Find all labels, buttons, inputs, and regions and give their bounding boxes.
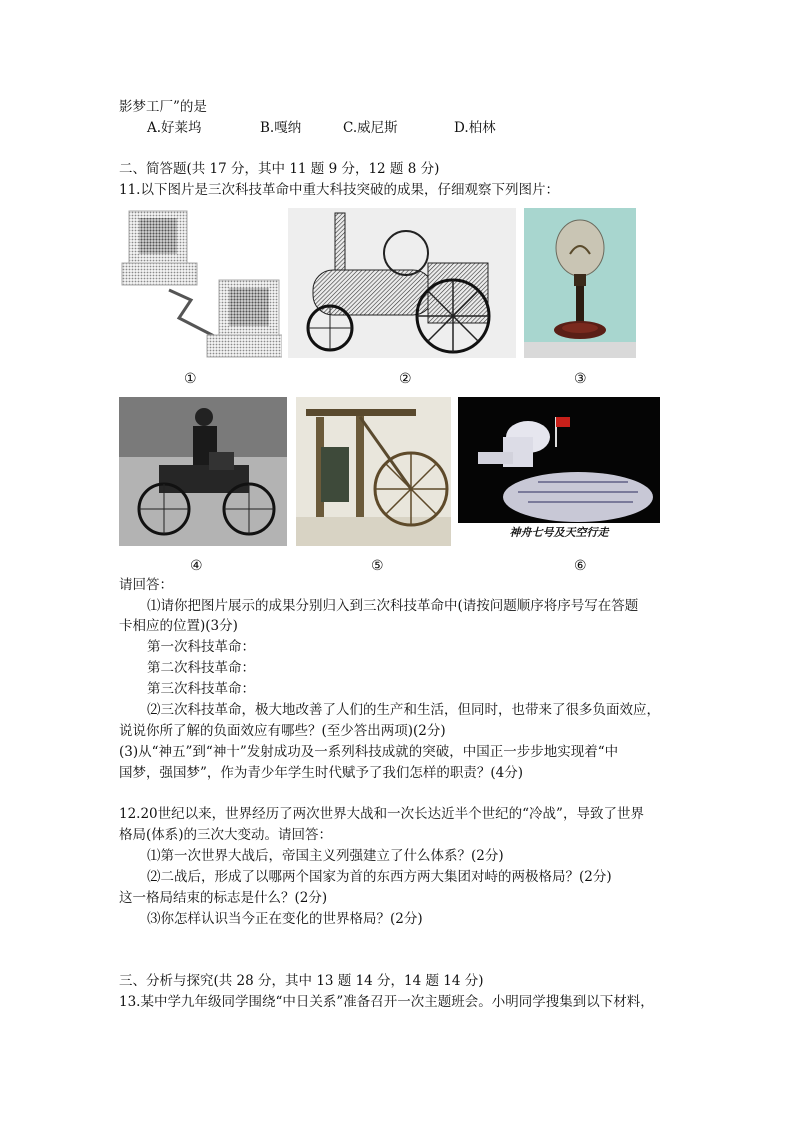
image-steam-engine (288, 208, 516, 358)
section3-heading: 三、分析与探究(共 28 分，其中 13 题 14 分，14 题 14 分) (119, 973, 484, 989)
caption-image-1: ① (184, 371, 197, 387)
image-shenzhou-spacewalk (458, 397, 660, 546)
q10-option-d: D.柏林 (454, 120, 496, 136)
q11-revolution-1: 第一次科技革命： (147, 639, 255, 655)
q12-stem-line1: 12.20世纪以来，世界经历了两次世界大战和一次长达近半个世纪的“冷战”，导致了世界 (119, 806, 644, 822)
q10-stem-tail: 影梦工厂”的是 (119, 99, 207, 115)
caption-image-4: ④ (190, 558, 203, 574)
caption-image-5: ⑤ (371, 558, 384, 574)
image-computers-network (119, 208, 282, 358)
q11-sub1-line1: ⑴请你把图片展示的成果分别归入到三次科技革命中(请按问题顺序将序号写在答题 (147, 598, 639, 614)
section2-heading: 二、简答题(共 17 分，其中 11 题 9 分，12 题 8 分) (119, 161, 440, 177)
q11-sub3-line2: 国梦，强国梦”，作为青少年学生时代赋予了我们怎样的职责？(4分) (119, 765, 524, 781)
q11-sub2-line2: 说说你所了解的负面效应有哪些？(至少答出两项)(2分) (119, 723, 446, 739)
caption-image-2: ② (399, 371, 412, 387)
q11-sub3-line1: (3)从“神五”到“神十”发射成功及一系列科技成就的突破，中国正一步步地实现着“中 (119, 744, 619, 760)
image-watt-steam-engine (296, 397, 451, 546)
q10-option-a: A.好莱坞 (147, 120, 202, 136)
q11-sub1-line2: 卡相应的位置)(3分) (119, 618, 238, 634)
q13-stem: 13.某中学九年级同学围绕“中日关系”准备召开一次主题班会。小明同学搜集到以下材料， (119, 994, 654, 1010)
q12-stem-line2: 格局(体系)的三次大变动。请回答： (119, 827, 333, 843)
q12-sub3: ⑶你怎样认识当今正在变化的世界格局？(2分) (147, 911, 423, 927)
image-light-bulb (524, 208, 636, 358)
q10-option-b: B.嘎纳 (260, 120, 302, 136)
image6-caption-text: 神舟七号及天空行走 (509, 526, 609, 539)
q10-option-c: C.威尼斯 (343, 120, 398, 136)
q12-sub1: ⑴第一次世界大战后，帝国主义列强建立了什么体系？(2分) (147, 848, 504, 864)
caption-image-6: ⑥ (574, 558, 587, 574)
caption-image-3: ③ (574, 371, 587, 387)
image-early-automobile (119, 397, 287, 546)
q11-stem: 11.以下图片是三次科技革命中重大科技突破的成果，仔细观察下列图片： (119, 182, 559, 198)
q11-prompt: 请回答： (119, 577, 173, 593)
q11-revolution-3: 第三次科技革命： (147, 681, 255, 697)
q11-revolution-2: 第二次科技革命： (147, 660, 255, 676)
q12-sub2-line2: 这一格局结束的标志是什么？(2分) (119, 890, 328, 906)
q11-sub2-line1: ⑵三次科技革命，极大地改善了人们的生产和生活，但同时，也带来了很多负面效应， (147, 702, 660, 718)
q12-sub2-line1: ⑵二战后，形成了以哪两个国家为首的东西方两大集团对峙的两极格局？(2分) (147, 869, 612, 885)
